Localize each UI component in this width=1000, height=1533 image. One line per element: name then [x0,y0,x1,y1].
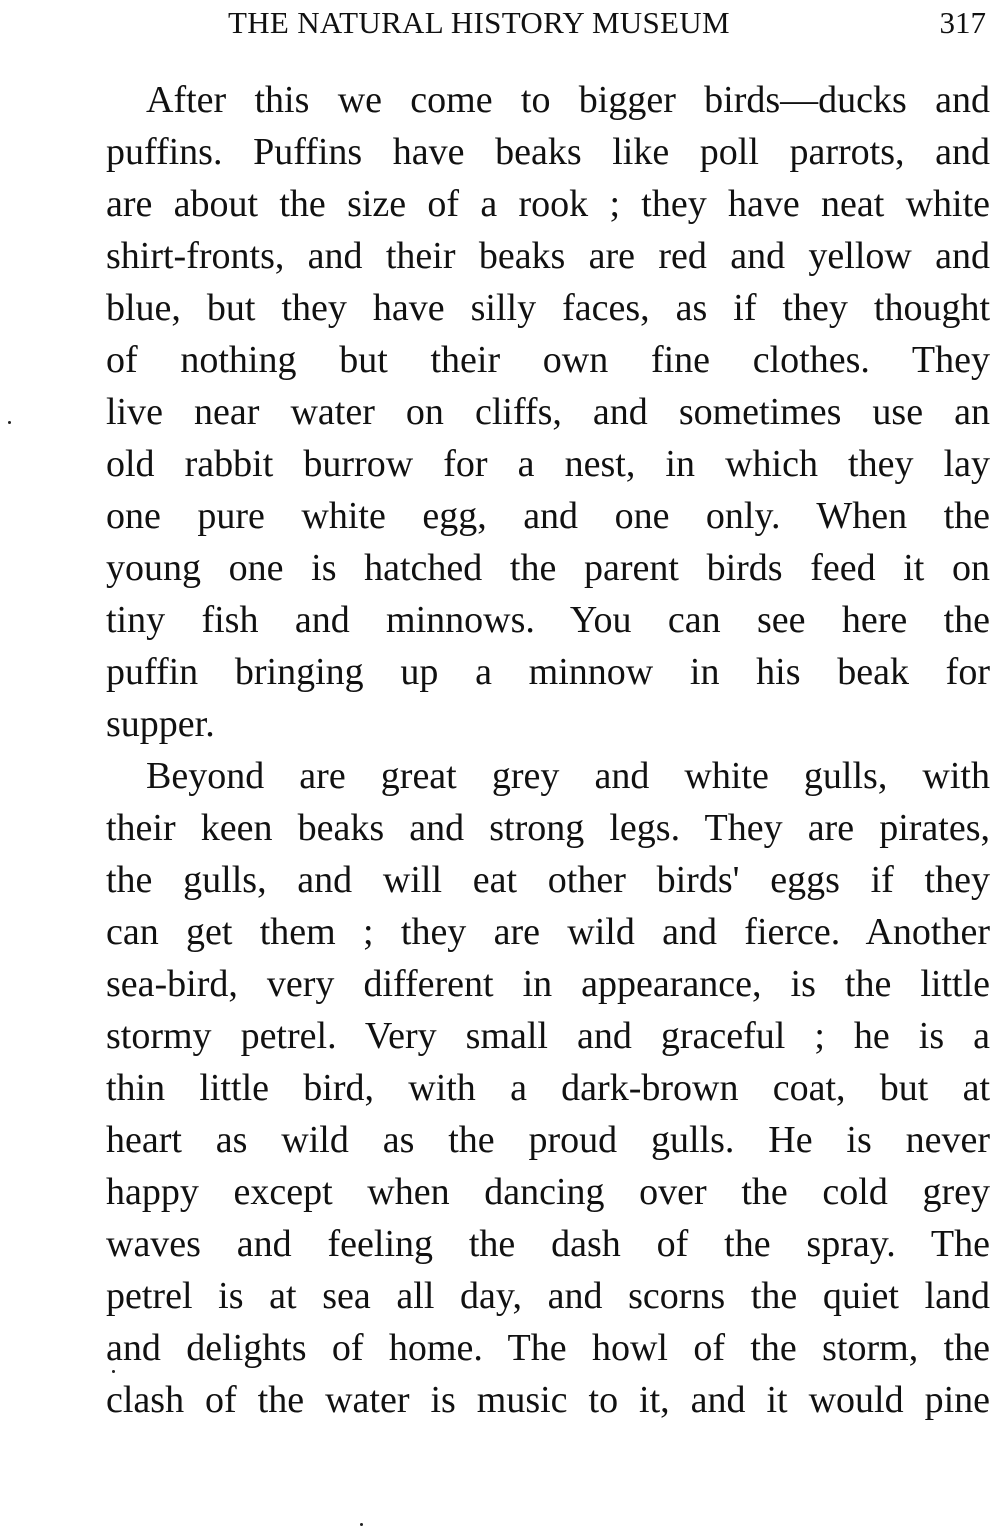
running-head-title: THE NATURAL HISTORY MUSEUM [228,5,730,40]
text-line: sea-bird, very different in appearance, is the little [106,963,990,1005]
text-line: Beyond are great grey and white gulls, with [146,755,990,797]
text-line: supper. [106,703,215,745]
text-line: happy except when dancing over the cold grey [106,1171,990,1213]
text-line: are about the size of a rook ; they have neat white [106,183,990,225]
text-line: old rabbit burrow for a nest, in which they lay [106,443,990,485]
text-line: After this we come to bigger birds—ducks and [146,79,990,121]
text-line: can get them ; they are wild and fierce. Another [106,911,990,953]
running-head [228,2,992,44]
text-line: the gulls, and will eat other birds' eggs if they [106,859,990,901]
text-line: tiny fish and minnows. You can see here the [106,599,990,641]
text-line: heart as wild as the proud gulls. He is never [106,1119,990,1161]
scan-speck [360,1523,363,1526]
text-line: puffins. Puffins have beaks like poll parrots, and [106,131,990,173]
text-line: blue, but they have silly faces, as if they thought [106,287,990,329]
text-line: puffin bringing up a minnow in his beak for [106,651,990,693]
text-line: of nothing but their own fine clothes. They [106,339,990,381]
text-line: and delights of home. The howl of the storm, the [106,1327,990,1369]
text-line: young one is hatched the parent birds feed it on [106,547,990,589]
text-line: one pure white egg, and one only. When the [106,495,990,537]
scan-speck [8,421,11,424]
text-line: waves and feeling the dash of the spray. The [106,1223,990,1265]
text-line: petrel is at sea all day, and scorns the quiet land [106,1275,990,1317]
text-line: live near water on cliffs, and sometimes use an [106,391,990,433]
page-number: 317 [939,5,986,40]
text-line: stormy petrel. Very small and graceful ; he is a [106,1015,990,1057]
text-line: their keen beaks and strong legs. They are pirates, [106,807,990,849]
text-line: shirt-fronts, and their beaks are red and yellow and [106,235,990,277]
text-line: thin little bird, with a dark-brown coat, but at [106,1067,990,1109]
text-line: clash of the water is music to it, and it would pine [106,1379,990,1421]
scan-speck [112,1370,115,1373]
